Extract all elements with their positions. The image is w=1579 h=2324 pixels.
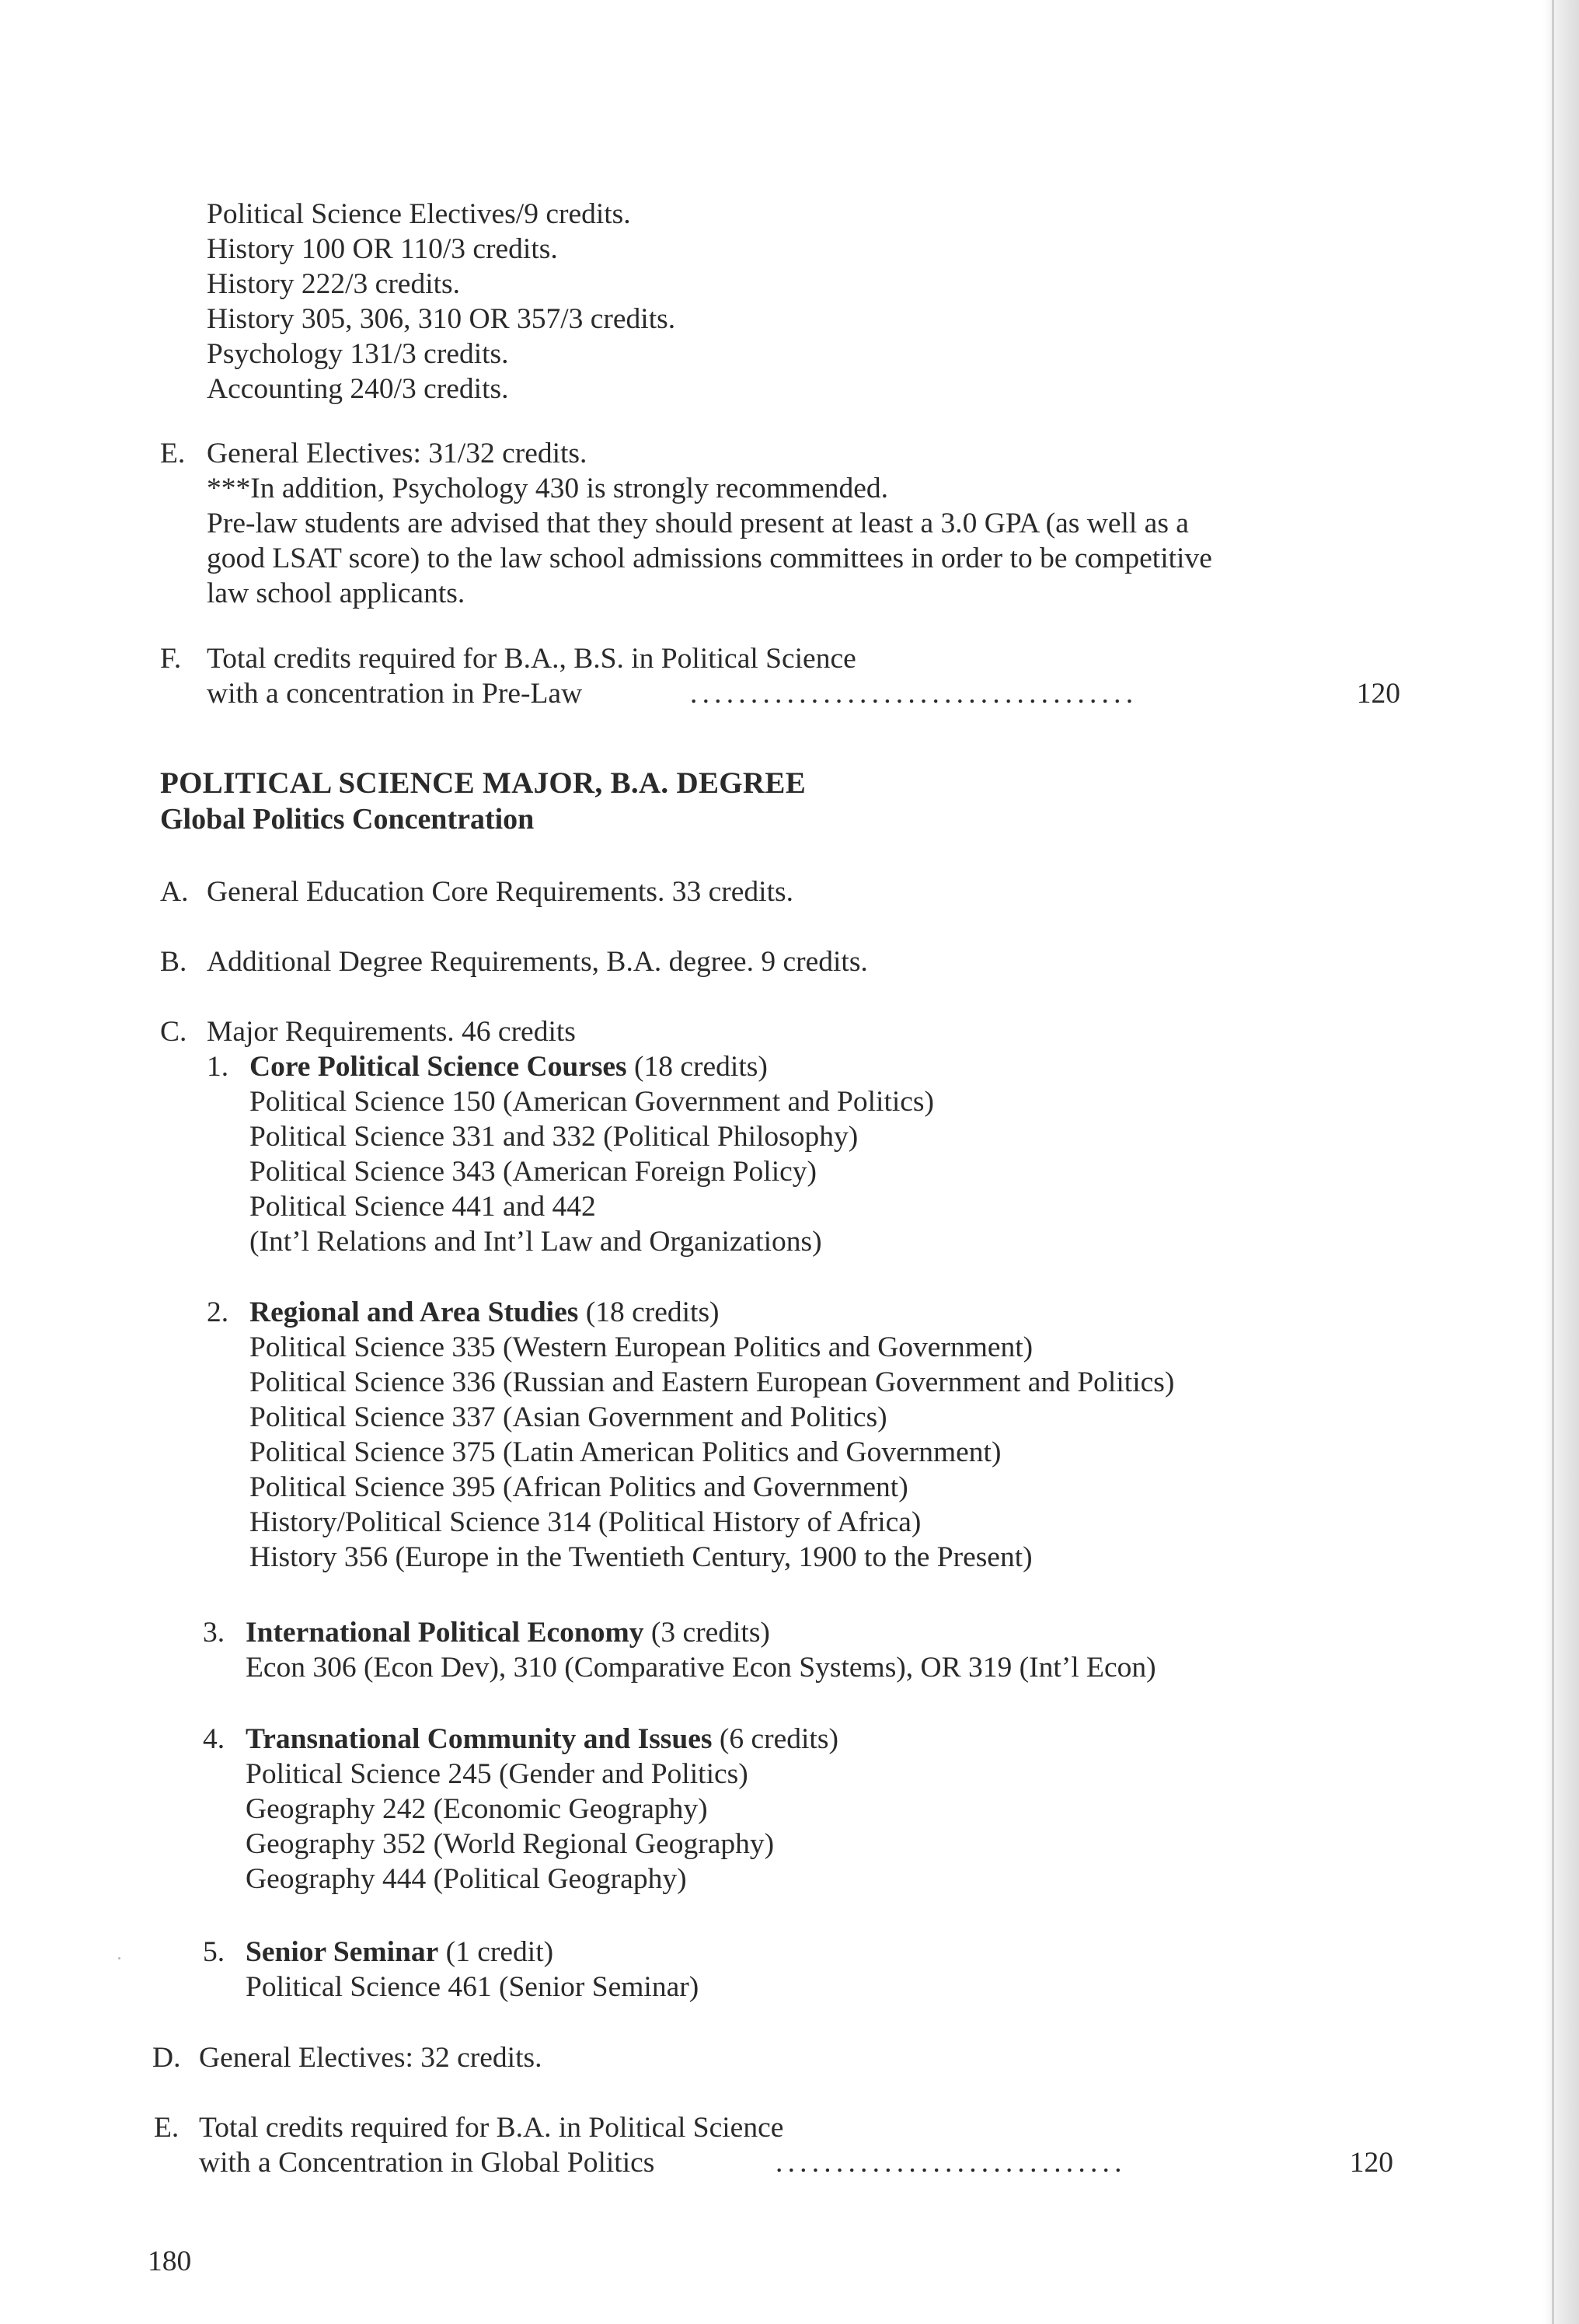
page-edge-line: [1552, 0, 1554, 2324]
section-e-advice-line: good LSAT score) to the law school admissions committees in order to be competitive: [207, 543, 1212, 574]
major-a-letter: A.: [160, 876, 189, 908]
course-line: Geography 352 (World Regional Geography): [246, 1828, 775, 1860]
top-line: History 100 OR 110/3 credits.: [207, 233, 558, 265]
major-e-letter: E.: [154, 2112, 180, 2144]
major-e-total: 120: [1349, 2147, 1393, 2179]
course-line: Econ 306 (Econ Dev), 310 (Comparative Econ Systems), OR 319 (Int’l Econ): [246, 1652, 1156, 1684]
group-3-number: 3.: [203, 1617, 225, 1649]
course-line: Geography 242 (Economic Geography): [246, 1793, 708, 1825]
major-d-letter: D.: [152, 2042, 181, 2074]
group-3-heading: [246, 1616, 770, 1650]
section-f-line1: Total credits required for B.A., B.S. in Political Science: [207, 643, 856, 675]
group-credits: (6 credits): [719, 1723, 838, 1755]
group-2-number: 2.: [207, 1296, 229, 1328]
group-title: Transnational Community and Issues: [246, 1723, 713, 1755]
major-subheading: Global Politics Concentration: [160, 803, 535, 836]
group-title: Regional and Area Studies: [249, 1296, 579, 1328]
major-e-total-row: [199, 2146, 1393, 2180]
major-e-line1: Total credits required for B.A. in Political Science: [199, 2112, 784, 2144]
scan-speck: [118, 1957, 120, 1959]
major-b-letter: B.: [160, 946, 187, 978]
group-credits: (18 credits): [585, 1296, 720, 1328]
top-line: Psychology 131/3 credits.: [207, 338, 509, 370]
group-1-heading: [249, 1050, 768, 1084]
course-line: Political Science 395 (African Politics and Government): [249, 1471, 908, 1503]
group-4-number: 4.: [203, 1723, 225, 1755]
top-line: Accounting 240/3 credits.: [207, 373, 509, 405]
section-e-advice-line: law school applicants.: [207, 578, 465, 609]
section-f-total-row: [207, 677, 1400, 711]
course-line: Political Science 343 (American Foreign Policy): [249, 1156, 817, 1188]
course-line: Political Science 336 (Russian and Eastern European Government and Politics): [249, 1366, 1175, 1398]
page-edge-shadow: [1543, 0, 1579, 2324]
course-line: Political Science 441 and 442: [249, 1191, 596, 1223]
course-line: (Int’l Relations and Int’l Law and Organizations): [249, 1226, 822, 1258]
major-c-letter: C.: [160, 1016, 187, 1048]
course-line: Geography 444 (Political Geography): [246, 1863, 687, 1895]
major-d-text: General Electives: 32 credits.: [199, 2042, 542, 2074]
section-e-letter: E.: [160, 438, 186, 469]
section-e-advice-line: Pre-law students are advised that they should present at least a 3.0 GPA (as well as a: [207, 508, 1189, 539]
major-a-text: General Education Core Requirements. 33 credits.: [207, 876, 793, 908]
section-f-line2: with a concentration in Pre-Law: [207, 678, 583, 710]
major-b-text: Additional Degree Requirements, B.A. degree. 9 credits.: [207, 946, 868, 978]
top-line: Political Science Electives/9 credits.: [207, 198, 631, 230]
course-line: History 356 (Europe in the Twentieth Century, 1900 to the Present): [249, 1541, 1033, 1573]
major-e-line2: with a Concentration in Global Politics: [199, 2147, 655, 2179]
group-credits: (3 credits): [650, 1617, 770, 1649]
dot-leader: .............................: [776, 2147, 1127, 2179]
page-number: 180: [148, 2245, 192, 2277]
course-line: Political Science 375 (Latin American Politics and Government): [249, 1436, 1002, 1468]
group-1-number: 1.: [207, 1051, 229, 1083]
top-line: History 222/3 credits.: [207, 268, 461, 300]
group-title: Senior Seminar: [246, 1936, 439, 1968]
course-line: History/Political Science 314 (Political History of Africa): [249, 1506, 922, 1538]
course-line: Political Science 150 (American Government and Politics): [249, 1086, 935, 1118]
major-c-text: Major Requirements. 46 credits: [207, 1016, 576, 1048]
top-line: History 305, 306, 310 OR 357/3 credits.: [207, 303, 676, 335]
group-credits: (1 credit): [445, 1936, 554, 1968]
section-f-total: 120: [1356, 678, 1400, 710]
group-4-heading: [246, 1722, 838, 1757]
major-heading: POLITICAL SCIENCE MAJOR, B.A. DEGREE: [160, 766, 807, 800]
course-line: Political Science 245 (Gender and Politics): [246, 1758, 748, 1790]
course-line: Political Science 461 (Senior Seminar): [246, 1971, 699, 2003]
dot-leader: .....................................: [690, 678, 1138, 710]
group-5-heading: [246, 1935, 553, 1970]
section-e-note: ***In addition, Psychology 430 is strongly recommended.: [207, 473, 888, 504]
course-line: Political Science 337 (Asian Government and Politics): [249, 1401, 887, 1433]
section-e-title: General Electives: 31/32 credits.: [207, 438, 587, 469]
group-title: Core Political Science Courses: [249, 1051, 627, 1083]
section-f-letter: F.: [160, 643, 182, 675]
group-title: International Political Economy: [246, 1617, 644, 1649]
group-5-number: 5.: [203, 1936, 225, 1968]
group-credits: (18 credits): [634, 1051, 768, 1083]
group-2-heading: [249, 1296, 720, 1330]
course-line: Political Science 335 (Western European Politics and Government): [249, 1331, 1033, 1363]
course-line: Political Science 331 and 332 (Political Philosophy): [249, 1121, 859, 1153]
